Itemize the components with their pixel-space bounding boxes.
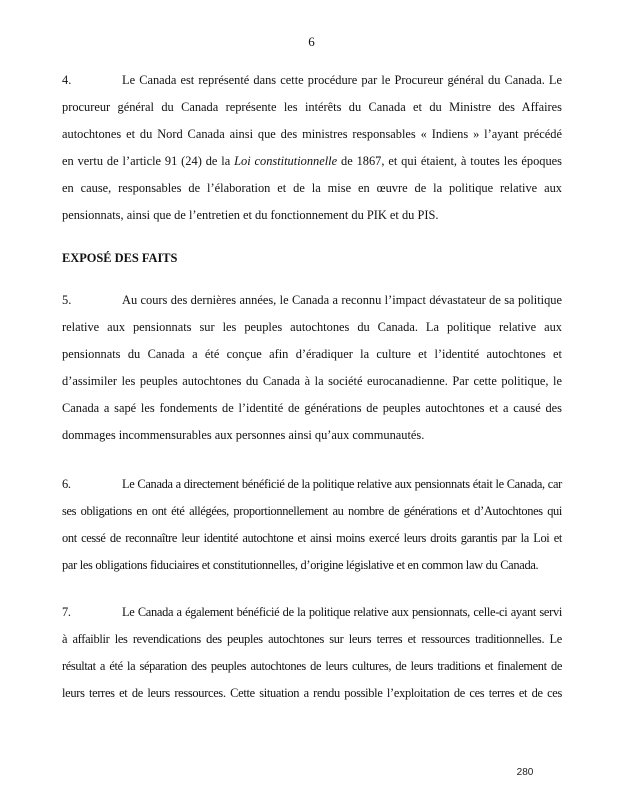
paragraph-line: leurs terres et de leurs ressources. Cette situation a rendu possible l’exploitation de ces terres et de ces xyxy=(62,686,562,700)
paragraph-line: à affaiblir les revendications des peuples autochtones sur leurs terres et ressources traditionnelles. Le xyxy=(62,632,562,646)
paragraph-line xyxy=(62,293,562,307)
paragraph-number: 6. xyxy=(62,477,71,491)
paragraph-number: 5. xyxy=(62,293,72,307)
footer-page-number: 280 xyxy=(516,767,534,778)
paragraph-line: relative aux pensionnats sur les peuples autochtones du Canada. La politique relative aux xyxy=(62,320,562,334)
paragraph-number: 4. xyxy=(62,73,72,87)
paragraph-line: autochtones et du Nord Canada ainsi que des ministres responsables « Indiens » l’ayant précédé xyxy=(62,127,562,141)
line-text: Le Canada a directement bénéficié de la politique relative aux pensionnats était le Canada, car xyxy=(122,477,562,491)
paragraph-line: dommages incommensurables aux personnes ainsi qu’aux communautés. xyxy=(62,428,425,442)
line-text: Au cours des dernières années, le Canada a reconnu l’impact dévastateur de sa politique xyxy=(122,293,562,307)
paragraph-line xyxy=(62,477,562,491)
paragraph-line xyxy=(62,605,562,619)
paragraph-line: procureur général du Canada représente les intérêts du Canada et du Ministre des Affaires xyxy=(62,100,562,114)
line-text: en vertu de l’article 91 (24) de la xyxy=(62,154,235,168)
paragraph-line: ses obligations en ont été allégées, proportionnellement au nombre de générations et d’Autochtones qui xyxy=(62,504,562,518)
paragraph-line xyxy=(62,73,562,87)
paragraph-line: résultat a été la séparation des peuples autochtones de leurs cultures, de leurs traditions et finalement de xyxy=(62,659,562,673)
line-text: de 1867, et qui étaient, à toutes les époques xyxy=(337,154,563,168)
paragraph-line: Canada a sapé les fondements de l’identité de générations de peuples autochtones et a causé des xyxy=(62,401,562,415)
line-text: Le Canada a également bénéficié de la politique relative aux pensionnats, celle-ci ayant servi xyxy=(122,605,562,619)
line-text: Le Canada est représenté dans cette procédure par le Procureur général du Canada. Le xyxy=(122,73,562,87)
paragraph-line: en cause, responsables de l’élaboration et de la mise en œuvre de la politique relative aux xyxy=(62,181,562,195)
paragraph-line: par les obligations fiduciaires et constitutionnelles, d’origine législative et en common law du Canada. xyxy=(62,558,539,572)
paragraph-line: pensionnats du Canada a été conçue afin d’éradiquer la culture et l’identité autochtones et xyxy=(62,347,562,361)
italic-citation: Loi constitutionnelle xyxy=(234,154,338,168)
paragraph-line: pensionnats, ainsi que de l’entretien et du fonctionnement du PIK et du PIS. xyxy=(62,208,439,222)
paragraph-line: d’assimiler les peuples autochtones du Canada à la société eurocanadienne. Par cette politique, le xyxy=(62,374,562,388)
paragraph-line: ont cessé de reconnaître leur identité autochtone et ainsi moins exercé leurs droits garantis par la Loi et xyxy=(62,531,562,545)
page-number: 6 xyxy=(308,34,315,49)
section-heading: EXPOSÉ DES FAITS xyxy=(62,251,178,265)
paragraph-line xyxy=(62,154,562,168)
paragraph-number: 7. xyxy=(62,605,71,619)
